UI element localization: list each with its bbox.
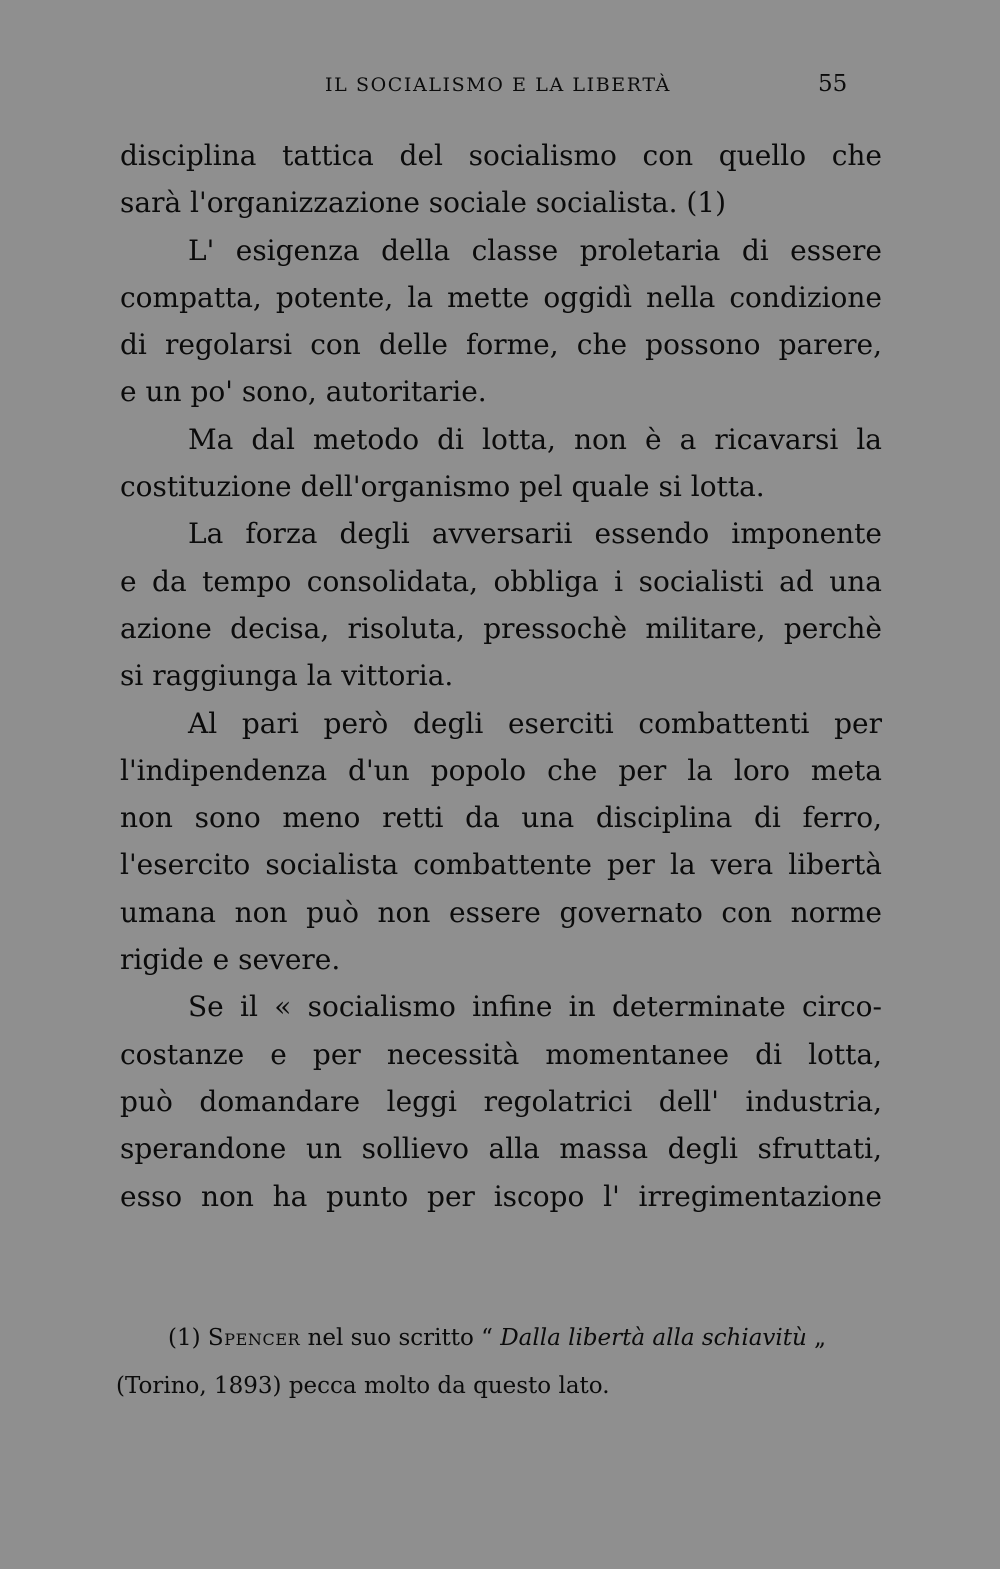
footnote-closing-quote: „	[814, 1325, 827, 1351]
text-line: può domandare leggi regolatrici dell' industria,	[120, 1084, 882, 1118]
text-line: disciplina tattica del socialismo con quello che	[120, 139, 882, 172]
page-header	[0, 68, 1000, 104]
text-line: non sono meno retti da una disciplina di ferro,	[120, 801, 882, 835]
footnote-title: Dalla libertà alla schiavitù	[500, 1325, 807, 1351]
footnote	[116, 1314, 891, 1410]
text-line: di regolarsi con delle forme, che possono parere,	[120, 328, 882, 362]
footnote-text: nel suo scritto “	[307, 1325, 493, 1351]
paragraph-start-line: La forza degli avversarii essendo imponente	[188, 517, 882, 551]
text-line: azione decisa, risoluta, pressochè militare, perchè	[120, 611, 882, 645]
text-line: costanze e per necessità momentanee di lotta,	[120, 1037, 882, 1071]
footnote-marker: (1)	[168, 1325, 201, 1351]
paragraph-start-line: Al pari però degli eserciti combattenti per	[188, 706, 882, 740]
text-line: e da tempo consolidata, obbliga i socialisti ad una	[120, 564, 882, 598]
paragraph-start-line: Ma dal metodo di lotta, non è a ricavarsi la	[188, 422, 882, 456]
text-line: rigide e severe.	[120, 943, 341, 977]
text-line: sperandone un sollievo alla massa degli sfruttati,	[120, 1132, 882, 1166]
footnote-line: (Torino, 1893) pecca molto da questo lato.	[116, 1373, 610, 1399]
text-line: si raggiunga la vittoria.	[120, 659, 454, 693]
text-line: umana non può non essere governato con norme	[120, 895, 882, 929]
paragraph-start-line: L' esigenza della classe proletaria di essere	[188, 233, 882, 267]
text-line: sarà l'organizzazione sociale socialista. (1)	[120, 186, 727, 220]
text-line: l'indipendenza d'un popolo che per la loro meta	[120, 753, 882, 787]
body-text	[120, 132, 882, 1220]
text-line: esso non ha punto per iscopo l' irregimentazione	[120, 1179, 882, 1213]
text-line: compatta, potente, la mette oggidì nella condizione	[120, 280, 882, 314]
footnote-line	[116, 1314, 891, 1362]
text-line: costituzione dell'organismo pel quale si lotta.	[120, 470, 765, 504]
footnote-author: Spencer	[207, 1325, 301, 1351]
paragraph-start-line: Se il « socialismo infine in determinate circo-	[188, 990, 882, 1024]
running-title: IL SOCIALISMO E LA LIBERTÀ	[325, 74, 671, 96]
page-number: 55	[818, 71, 848, 97]
text-line: e un po' sono, autoritarie.	[120, 375, 487, 409]
text-line: l'esercito socialista combattente per la vera libertà	[120, 848, 882, 882]
